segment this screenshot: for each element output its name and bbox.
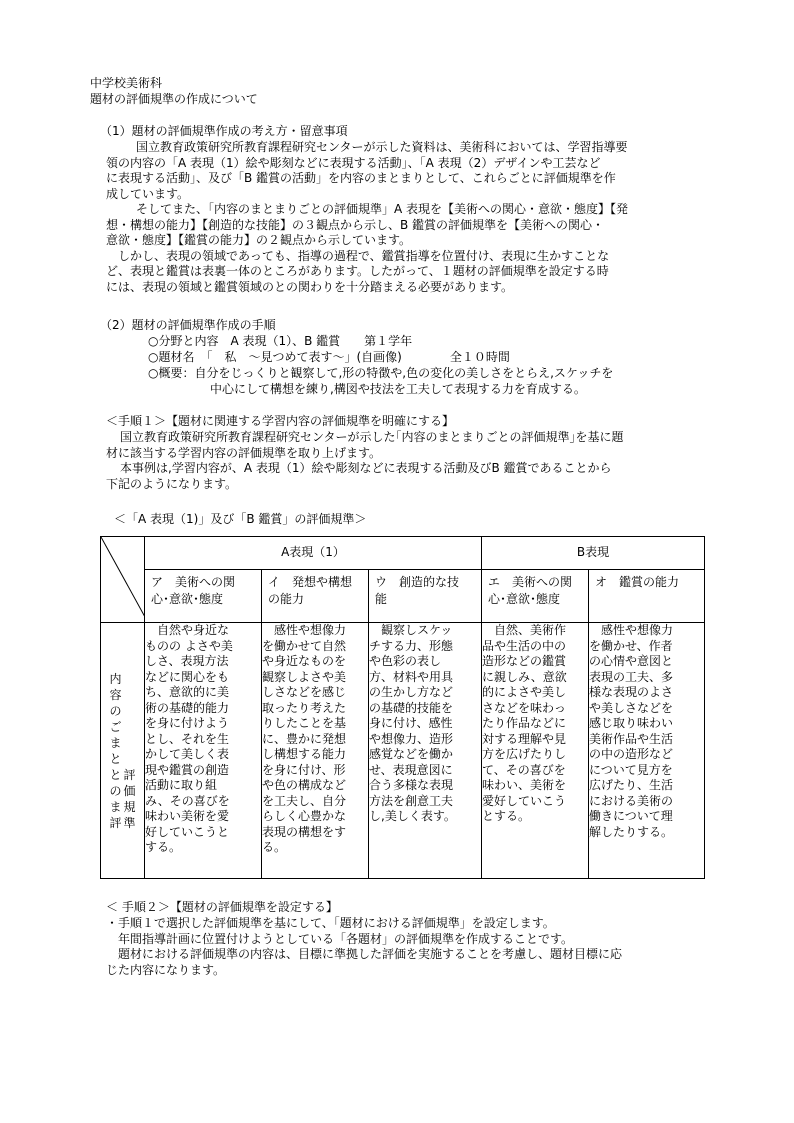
- criteria-line: 方、材料や用具: [369, 669, 454, 684]
- step2-line: 題材における評価規準の内容は、目標に準拠した評価を実施することを考慮し、題材目標に応: [106, 947, 623, 961]
- col-header-u: ウ 創造的な技 能: [369, 570, 482, 623]
- criteria-line: を身に付け、形: [262, 762, 346, 777]
- criteria-line: 感性や想像力: [589, 623, 674, 637]
- criteria-line: や想像力、造形: [369, 731, 454, 746]
- row-label-char: の: [109, 703, 122, 718]
- section2-unit-title: ○題材名 「 私 ～見つめて表す～」(自画像) 全１０時間: [148, 350, 510, 364]
- criteria-line: ち、意欲的に美: [145, 685, 230, 699]
- row-label-char: 内: [109, 671, 122, 686]
- criteria-line: 感覚などを働か: [369, 747, 454, 761]
- criteria-line: 表現の構想をす: [262, 824, 347, 839]
- row-label-char: ま: [109, 799, 122, 814]
- criteria-line: し構想する能力: [262, 747, 347, 761]
- col-header-a: ア 美術への関 心･意欲･態度: [145, 570, 262, 623]
- subject-label: 中学校美術科: [90, 76, 163, 90]
- criteria-line: 観察しスケッ: [369, 623, 453, 637]
- criteria-line: を働かせ、作者: [589, 638, 673, 653]
- row-label-col2: [124, 671, 136, 831]
- section1-para1-line: 国立教育政策研究所教育課程研究センターが示した資料は、美術科においては、学習指導要: [136, 140, 628, 154]
- criteria-line: たり作品などに: [482, 716, 567, 730]
- row-label-char: ま: [109, 735, 122, 750]
- criteria-cell-a: [145, 623, 262, 879]
- row-label-col1: [109, 671, 121, 831]
- criteria-line: 身に付け、感性: [369, 716, 453, 730]
- criteria-line: 愛好していこう: [482, 793, 567, 808]
- section2-overview: ○概要：自分をじっくりと観察して,形の特徴や,色の変化の美しさをとらえ,スケッチを: [148, 366, 614, 380]
- criteria-line: 解したりする。: [589, 824, 674, 839]
- criteria-line: について見方を: [589, 762, 673, 777]
- criteria-line: 表現の工夫、多: [589, 669, 674, 684]
- criteria-line: 方法を創意工夫: [369, 793, 454, 808]
- row-label-char: 評: [109, 815, 122, 830]
- section1-para3-line: には、表現の領域と鑑賞領域のとの関わりを十分踏まえる必要があります。: [106, 279, 514, 294]
- section2-heading: （2）題材の評価規準作成の手順: [100, 318, 276, 332]
- criteria-line: 造形などの鑑賞: [482, 654, 567, 668]
- section1-para2-line: 想・構想の能力】【創造的な技能】の３観点から示し、B 鑑賞の評価規準を【美術への関心・: [106, 217, 605, 232]
- criteria-line: の心情や意図と: [589, 654, 674, 668]
- criteria-line: 的によさや美し: [482, 685, 567, 699]
- criteria-line: 術の基礎的能力: [145, 700, 230, 715]
- row-label-char: 評: [123, 767, 136, 782]
- diagonal-line: [101, 537, 145, 617]
- criteria-line: 美術作品や生活: [589, 731, 674, 746]
- criteria-cell-o: [589, 623, 705, 879]
- criteria-cell-e: [482, 623, 589, 879]
- criteria-line: 現や鑑賞の創造: [145, 762, 230, 777]
- section1-para2-line: 意欲・態度】【鑑賞の能力】の２観点から示しています。: [106, 233, 412, 247]
- section1-para3-line: しかし、表現の領域であっても、指導の過程で、鑑賞指導を位置付け、表現に生かすことな: [118, 248, 610, 263]
- criteria-line: の中の造形など: [589, 747, 674, 761]
- criteria-line: 広げたり、生活: [589, 778, 674, 792]
- criteria-line: しさなどを感じ: [262, 685, 347, 699]
- criteria-line: らしく心豊かな: [262, 809, 347, 823]
- criteria-line: 自然、美術作: [482, 623, 567, 637]
- section1-para1-line: に表現する活動」、及び「B 鑑賞の活動」を内容のまとまりとして、これらごとに評価規準を作: [106, 171, 616, 185]
- criteria-line: とする。: [482, 809, 531, 823]
- row-label-char: 規: [123, 799, 136, 814]
- step2-line: 年間指導計画に位置付けようとしている「各題材」の評価規準を作成することです。: [106, 931, 574, 946]
- step2-body: [106, 916, 622, 978]
- step1-body: [106, 430, 624, 492]
- criteria-line: を身に付けよう: [145, 716, 230, 730]
- criteria-line: み、その喜びを: [145, 793, 230, 808]
- criteria-line: 様な表現のよさ: [589, 685, 674, 699]
- criteria-line: 味わい、美術を: [482, 778, 567, 792]
- table-caption: ＜「A 表現（1)」及び「B 鑑賞」の評価規準＞: [114, 512, 367, 526]
- col-header-e: エ 美術への関 心･意欲･態度: [482, 570, 589, 623]
- criteria-line: 観察しよさや美: [262, 669, 347, 684]
- step1-line: 下記のようになります。: [106, 476, 238, 491]
- criteria-line: しさ、表現方法: [145, 654, 229, 668]
- step2-line: じた内容になります。: [106, 962, 226, 977]
- section2-overview-cont: 中心にして構想を練り,構図や技法を工夫して表現する力を育成する。: [210, 382, 586, 396]
- criteria-line: ものの よさや美: [145, 638, 233, 653]
- criteria-line: る。: [262, 840, 287, 854]
- group-header-a: A表現（1）: [145, 537, 482, 570]
- row-label-char: 準: [123, 815, 136, 830]
- criteria-line: に親しみ、意欲: [482, 669, 567, 684]
- step1-line: 本事例は,学習内容が、A 表現（1）絵や彫刻などに表現する活動及びB 鑑賞であることから: [120, 461, 612, 475]
- section1-heading: （1）題材の評価規準作成の考え方・留意事項: [100, 124, 348, 138]
- criteria-line: 品や生活の中の: [482, 638, 567, 653]
- criteria-line: 活動に取り組: [145, 778, 218, 792]
- criteria-line: の生かし方など: [369, 685, 454, 699]
- criteria-cell-u: [369, 623, 482, 879]
- criteria-line: や美しさなどを: [589, 700, 674, 715]
- step2-line: ・手順１で選択した評価規準を基にして、「題材における評価規準」を設定します。: [106, 916, 555, 930]
- criteria-line: を働かせて自然: [262, 638, 347, 653]
- criteria-line: て、その喜びを: [482, 762, 566, 777]
- group-header-b: B表現: [482, 537, 705, 570]
- criteria-line: 働きについて理: [589, 809, 673, 823]
- criteria-line: さなどを味わっ: [482, 700, 566, 715]
- row-label-char: ご: [109, 719, 122, 734]
- step1-heading: ＜手順１＞【題材に関連する学習内容の評価規準を明確にする】: [106, 414, 455, 428]
- section1-para2-line: そしてまた、「内容のまとまりごとの評価規準」A 表現を【美術への関心・意欲・態度】【発: [136, 202, 629, 216]
- criteria-line: する。: [145, 840, 182, 854]
- section2-field-content: ○分野と内容 A 表現（1）、B 鑑賞 第１学年: [148, 334, 413, 348]
- table-corner-cell: [101, 537, 145, 623]
- criteria-line: や色彩の表し: [369, 654, 442, 668]
- criteria-line: における美術の: [589, 793, 674, 808]
- criteria-line: を工夫し、自分: [262, 793, 347, 808]
- criteria-line: せ、表現意図に: [369, 762, 453, 777]
- section1-para3-line: ど、表現と鑑賞は表裏一体のところがあります。したがって、１題材の評価規準を設定する時: [106, 264, 609, 278]
- criteria-line: かして美しく表: [145, 747, 230, 761]
- criteria-line: や身近なものを: [262, 654, 347, 668]
- criteria-line: 取ったり考えた: [262, 700, 347, 715]
- col-header-i: イ 発想や構想 の能力: [262, 570, 369, 623]
- criteria-line: 感性や想像力: [262, 623, 347, 637]
- criteria-line: の基礎的技能を: [369, 700, 454, 715]
- row-label-char: の: [109, 783, 122, 798]
- criteria-line: 方を広げたりし: [482, 747, 567, 761]
- criteria-line: 対する理解や見: [482, 731, 567, 746]
- criteria-line: などに関心をも: [145, 669, 230, 684]
- criteria-line: チする力、形態: [369, 638, 454, 653]
- criteria-line: 自然や身近な: [145, 623, 230, 637]
- criteria-line: 好していこうと: [145, 824, 230, 839]
- step1-line: 国立教育政策研究所教育課程研究センターが示した｢内容のまとまりごとの評価規準｣を基に題: [120, 430, 624, 444]
- col-header-o: オ 鑑賞の能力: [589, 570, 705, 623]
- section1-para1-line: 領の内容の「A 表現（1）絵や彫刻などに表現する活動」、「A 表現（2）デザインや工芸など: [106, 155, 601, 170]
- criteria-line: とし、それを生: [145, 731, 230, 746]
- row-label-char: と: [109, 767, 122, 782]
- evaluation-criteria-table: [100, 536, 705, 879]
- row-label-char: と: [109, 751, 122, 766]
- row-label-char: 価: [123, 783, 136, 798]
- criteria-line: 合う多様な表現: [369, 778, 454, 792]
- criteria-line: りしたことを基: [262, 716, 347, 730]
- criteria-line: 味わい美術を愛: [145, 809, 230, 823]
- step2-heading: ＜ 手順２＞【題材の評価規準を設定する】: [106, 900, 338, 914]
- criteria-line: 感じ取り味わい: [589, 716, 674, 730]
- step1-line: 材に該当する学習内容の評価規準を取り上げます。: [106, 445, 382, 460]
- criteria-line: し,美しく表す。: [369, 809, 456, 823]
- row-label: [101, 623, 145, 879]
- section1-body: [106, 140, 628, 295]
- section1-para1-line: 成しています。: [106, 186, 190, 201]
- criteria-line: に、豊かに発想: [262, 731, 347, 746]
- criteria-line: や色の構成など: [262, 778, 347, 792]
- document-title: 題材の評価規準の作成について: [90, 92, 258, 106]
- criteria-cell-i: [262, 623, 369, 879]
- row-label-char: 容: [109, 687, 122, 702]
